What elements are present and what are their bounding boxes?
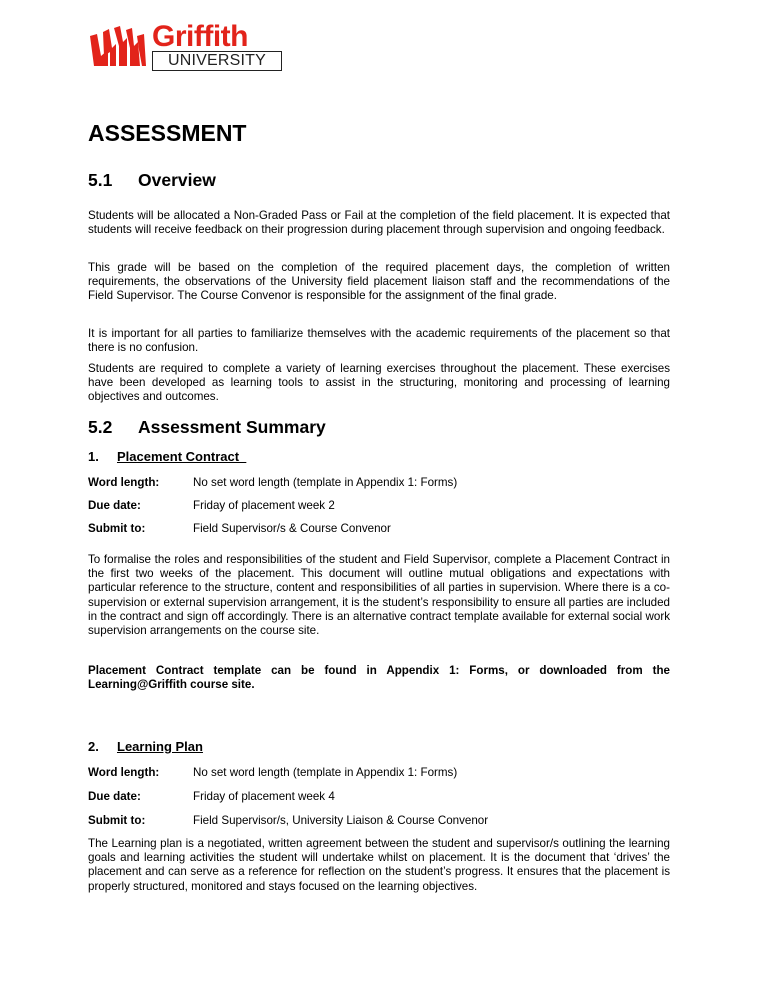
section-number: 5.1 [88,170,113,190]
assessment-item-heading [88,449,246,464]
item-description: The Learning plan is a negotiated, written agreement between the student and supervisor/s outlining the learning goals and learning activities the student will undertake whilst on placement. It is the document that ‘drives’ the placement and can serve as a reference for reflection on the student’s progress. It ensures that the placement is properly structured, monitored and stays focused on the learning objectives. [88,837,670,893]
section-heading-assessment-summary [88,417,326,438]
field-value: Friday of placement week 2 [193,499,335,512]
field-value: Field Supervisor/s & Course Convenor [193,522,391,535]
field-value: Friday of placement week 4 [193,790,335,803]
field-label: Submit to: [88,814,146,827]
item-title: Learning Plan [117,739,203,754]
field-value: No set word length (template in Appendix 1: Forms) [193,766,458,779]
field-label: Submit to: [88,522,146,535]
field-label: Due date: [88,790,141,803]
field-label: Word length: [88,766,160,779]
section-title: Overview [138,170,216,190]
page-title: ASSESSMENT [88,120,247,146]
griffith-logo [88,20,284,72]
item-description: To formalise the roles and responsibilities of the student and Field Supervisor, complete a Placement Contract in the first two weeks of the placement. This document will outline mutual obligations and expectations with particular reference to the structure, content and responsibilities of all parties in supervision. Where there is a co-supervision or external supervision arrangement, it is the student’s responsibility to ensure all parties are included in the contract and sign off accordingly. There is an alternative contract template available for external social work supervision arrangements on the course site. [88,553,670,638]
item-note: Placement Contract template can be found in Appendix 1: Forms, or downloaded from the Learning@Griffith course site. [88,664,670,692]
overview-paragraph: This grade will be based on the completion of the required placement days, the completion of written requirements, the observations of the University field placement liaison staff and the recommendations of the Field Supervisor. The Course Convenor is responsible for the assignment of the final grade. [88,261,670,303]
logo-subname: UNIVERSITY [152,51,282,71]
overview-paragraph: It is important for all parties to familiarize themselves with the academic requirements of the placement so that there is no confusion. [88,327,670,355]
field-label: Due date: [88,499,141,512]
item-number: 1. [88,449,99,464]
logo-name: Griffith [152,20,248,53]
section-number: 5.2 [88,417,113,437]
section-title: Assessment Summary [138,417,326,437]
item-title: Placement Contract [117,449,247,464]
overview-paragraph: Students are required to complete a variety of learning exercises throughout the placement. These exercises have been developed as learning tools to assist in the structuring, monitoring and processing of learning objectives and outcomes. [88,362,670,404]
flame-mark-icon [88,26,148,68]
field-label: Word length: [88,476,160,489]
assessment-item-heading [88,739,203,754]
item-number: 2. [88,739,99,754]
section-heading-overview [88,170,216,191]
overview-paragraph: Students will be allocated a Non-Graded Pass or Fail at the completion of the field placement. It is expected that students will receive feedback on their progression during placement through supervision and ongoing feedback. [88,209,670,237]
field-value: Field Supervisor/s, University Liaison & Course Convenor [193,814,489,827]
field-value: No set word length (template in Appendix 1: Forms) [193,476,458,489]
